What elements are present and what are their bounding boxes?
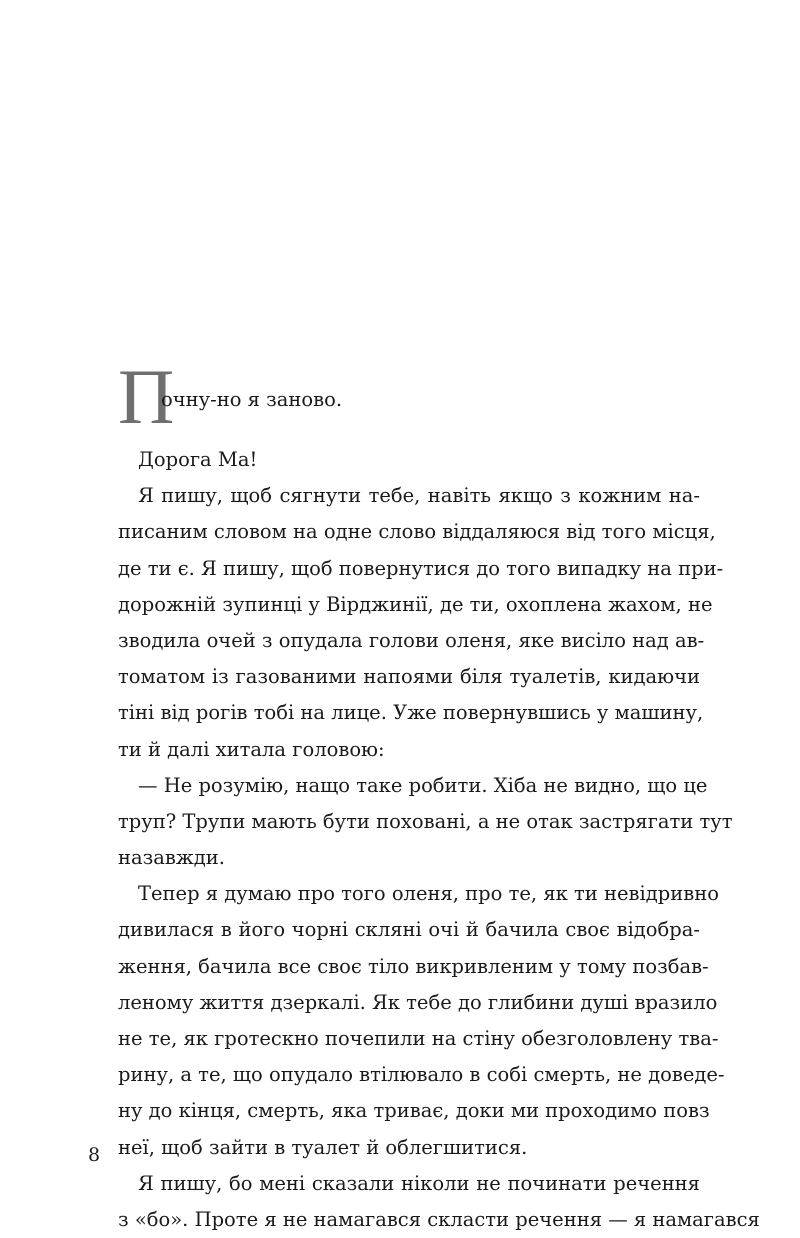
text-line: де ти є. Я пишу, щоб повернутися до того випадку на при- <box>118 556 724 580</box>
text-line: ти й далі хитала головою: <box>118 737 385 761</box>
text-line: леному життя дзеркалі. Як тебе до глибини душі вразило <box>118 990 718 1014</box>
text-line: ження, бачила все своє тіло викривленим у тому позбав- <box>118 954 709 978</box>
opening-sentence: очну-но я заново. <box>161 388 343 411</box>
text-line: — Не розумію, нащо таке робити. Хіба не видно, що це <box>138 773 708 797</box>
text-line: Тепер я думаю про того оленя, про те, як ти невідривно <box>138 882 719 906</box>
text-line: назавжди. <box>118 846 226 870</box>
body-text <box>118 442 760 1238</box>
text-line: з «бо». Проте я не намагався скласти речення — я намагався <box>118 1207 760 1231</box>
page-number: 8 <box>88 1144 101 1166</box>
text-line: Я пишу, бо мені сказали ніколи не починати речення <box>138 1171 700 1195</box>
text-line: не те, як гротескно почепили на стіну обезголовлену тва- <box>118 1027 719 1050</box>
text-line: труп? Трупи мають бути поховані, а не отак застрягати тут <box>118 809 733 833</box>
chapter-opening <box>118 353 718 440</box>
drop-cap: П <box>118 353 175 440</box>
text-line: неї, щоб зайти в туалет й облегшитися. <box>118 1135 528 1159</box>
salutation: Дорога Ма! <box>138 448 258 471</box>
text-line: писаним словом на одне слово віддаляюся від того місця, <box>118 520 716 544</box>
text-line: дорожній зупинці у Вірджинії, де ти, охоплена жахом, не <box>118 592 713 616</box>
text-line: Я пишу, щоб сягнути тебе, навіть якщо з кожним на- <box>138 484 700 508</box>
text-line: рину, а те, що опудало втілювало в собі смерть, не доведе- <box>118 1063 725 1087</box>
text-line: ну до кінця, смерть, яка триває, доки ми проходимо повз <box>118 1099 710 1123</box>
text-line: томатом із газованими напоями біля туалетів, кидаючи <box>118 665 700 689</box>
text-line: дивилася в його чорні скляні очі й бачила своє відобра- <box>118 918 700 942</box>
text-line: тіні від рогів тобі на лице. Уже повернувшись у машину, <box>118 701 704 725</box>
text-line: зводила очей з опудала голови оленя, яке висіло над ав- <box>118 628 705 652</box>
